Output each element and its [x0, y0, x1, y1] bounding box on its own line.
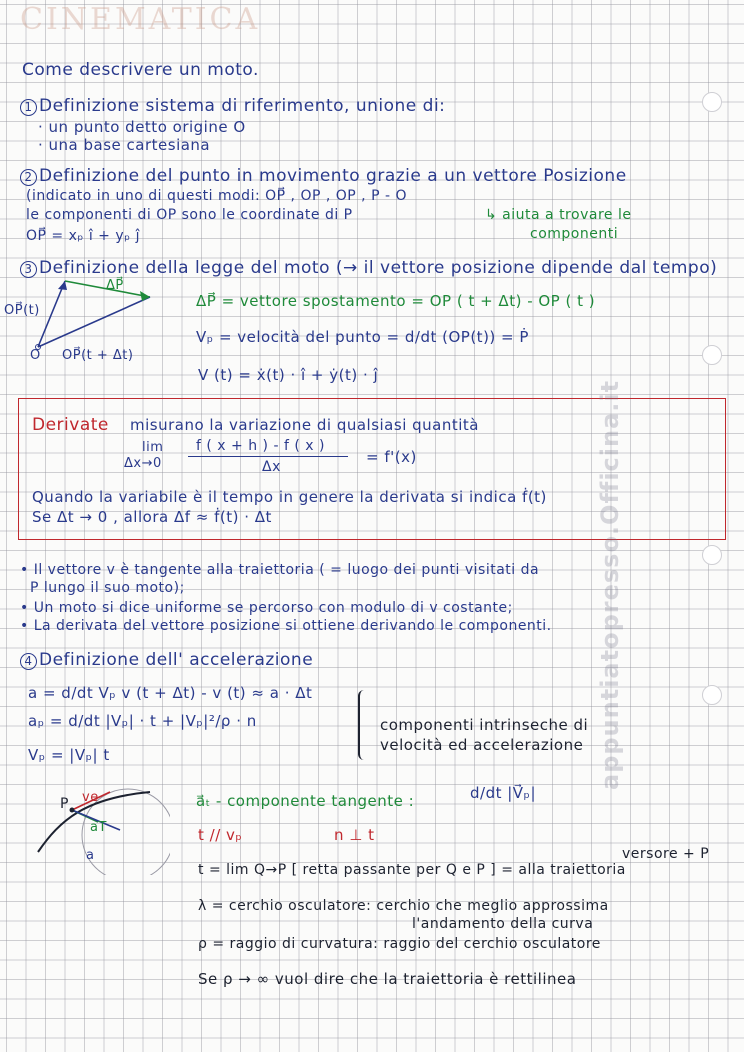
- intrinsic-note: velocità ed accelerazione: [380, 736, 584, 754]
- binder-ring: [702, 545, 722, 565]
- section-number: 1: [20, 99, 37, 116]
- arrowhead-icon: [58, 281, 67, 290]
- brace-symbol: [358, 690, 372, 760]
- derivate-approximation: Se Δt → 0 , allora Δf ≈ ḟ(t) · Δt: [32, 508, 272, 526]
- intrinsic-note: componenti intrinseche di: [380, 716, 589, 734]
- binder-ring: [702, 345, 722, 365]
- equation-velocita: Vₚ = velocità del punto = d/dt (OP(t)) = Ṗ: [196, 328, 529, 346]
- derivate-definition: misurano la variazione di qualsiasi quantità: [130, 416, 479, 434]
- section-1-bullet: · un punto detto origine O: [38, 118, 246, 136]
- section-number: 2: [20, 169, 37, 186]
- equation-acc-intrinseca: aₚ = d/dt |Vₚ| · t + |Vₚ|²/ρ · n: [28, 712, 257, 730]
- section-2-heading: [20, 166, 627, 186]
- osculating-definition-continued: l'andamento della curva: [412, 916, 594, 932]
- page-title: CINEMATICA: [20, 2, 261, 37]
- limit-subscript: Δx→0: [124, 456, 162, 471]
- tangential-component: a⃗ₜ - componente tangente :: [196, 792, 415, 810]
- derivate-time-note: Quando la variabile è il tempo in genere la derivata si indica ḟ(t): [32, 488, 547, 506]
- tangent-definition: t = lim Q→P [ retta passante per Q e P ] = alla traiettoria: [198, 862, 626, 878]
- section-2-line: (indicato in uno di questi modi: OP⃗ , OP , OP , P - O: [26, 188, 407, 204]
- equation-velocita-componenti: V (t) = ẋ(t) · î + ẏ(t) · ĵ: [198, 366, 379, 384]
- section-1-heading: [20, 96, 445, 116]
- label-p: P: [60, 796, 69, 812]
- section-1-text: Definizione sistema di riferimento, unione di:: [39, 96, 446, 116]
- versore-note: versore + P: [622, 846, 710, 862]
- section-number: 3: [20, 261, 37, 278]
- label-op-tdt: OP⃗(t + Δt): [62, 348, 134, 363]
- rectilinear-note: Se ρ → ∞ vuol dire che la traiettoria è rettilinea: [198, 970, 577, 988]
- binder-ring: [702, 685, 722, 705]
- section-2-line: le componenti di OP sono le coordinate di P: [26, 207, 353, 223]
- note-item: • La derivata del vettore posizione si ottiene derivando le componenti.: [20, 618, 552, 634]
- fraction-numerator: f ( x + h ) - f ( x ): [196, 438, 325, 454]
- note-item-continued: P lungo il suo moto);: [30, 580, 185, 596]
- note-item: [20, 562, 539, 578]
- label-at: aT: [90, 820, 107, 835]
- label-a: a: [86, 848, 95, 863]
- note-text: • Il vettore v è tangente alla traiettoria ( = luogo dei punti visitati da: [20, 562, 540, 578]
- equation-accelerazione: a = d/dt Vₚ v (t + Δt) - v (t) ≈ a · Δt: [28, 684, 313, 702]
- section-3-text: Definizione della legge del moto (→ il vettore posizione dipende dal tempo): [39, 258, 718, 278]
- parallel-relation: t // vₚ: [198, 826, 243, 844]
- label-delta-p: ΔP⃗: [106, 278, 124, 293]
- osculating-definition: λ = cerchio osculatore: cerchio che meglio approssima: [198, 898, 609, 914]
- fraction-result: = f'(x): [366, 448, 417, 466]
- label-ve: ve: [82, 790, 99, 805]
- section-2-text: Definizione del punto in movimento grazie a un vettore Posizione: [39, 166, 627, 186]
- label-op-t: OP⃗(t): [4, 303, 40, 318]
- section-2-note: ↳ aiuta a trovare le: [485, 207, 632, 223]
- binder-ring: [702, 92, 722, 112]
- section-1-bullet: · una base cartesiana: [38, 136, 211, 154]
- fraction-denominator: Δx: [262, 459, 281, 475]
- section-4-heading: [20, 650, 313, 670]
- perpendicular-relation: n ⊥ t: [334, 826, 375, 844]
- fraction-bar: [188, 456, 348, 457]
- section-2-note: componenti: [530, 226, 619, 242]
- derivate-label: Derivate: [32, 415, 109, 435]
- radius-definition: ρ = raggio di curvatura: raggio del cerchio osculatore: [198, 936, 601, 952]
- point-p: [70, 808, 75, 813]
- section-number: 4: [20, 653, 37, 670]
- label-origin: O: [30, 348, 41, 363]
- limit-symbol: lim: [142, 440, 164, 455]
- section-2-formula: OP⃗ = xₚ î + yₚ ĵ: [26, 228, 140, 244]
- equation-velocita-intrinseca: Vₚ = |Vₚ| t: [28, 746, 110, 764]
- equation-spostamento: ΔP⃗ = vettore spostamento = OP ( t + Δt) - OP ( t ): [196, 292, 596, 310]
- tangential-derivative: d/dt |V⃗ₚ|: [470, 784, 537, 802]
- section-4-text: Definizione dell' accelerazione: [39, 650, 314, 670]
- intro-heading: Come descrivere un moto.: [22, 60, 259, 80]
- note-item: • Un moto si dice uniforme se percorso con modulo di v costante;: [20, 600, 513, 616]
- watermark: appuntiatopresso.Officina.it: [596, 379, 624, 790]
